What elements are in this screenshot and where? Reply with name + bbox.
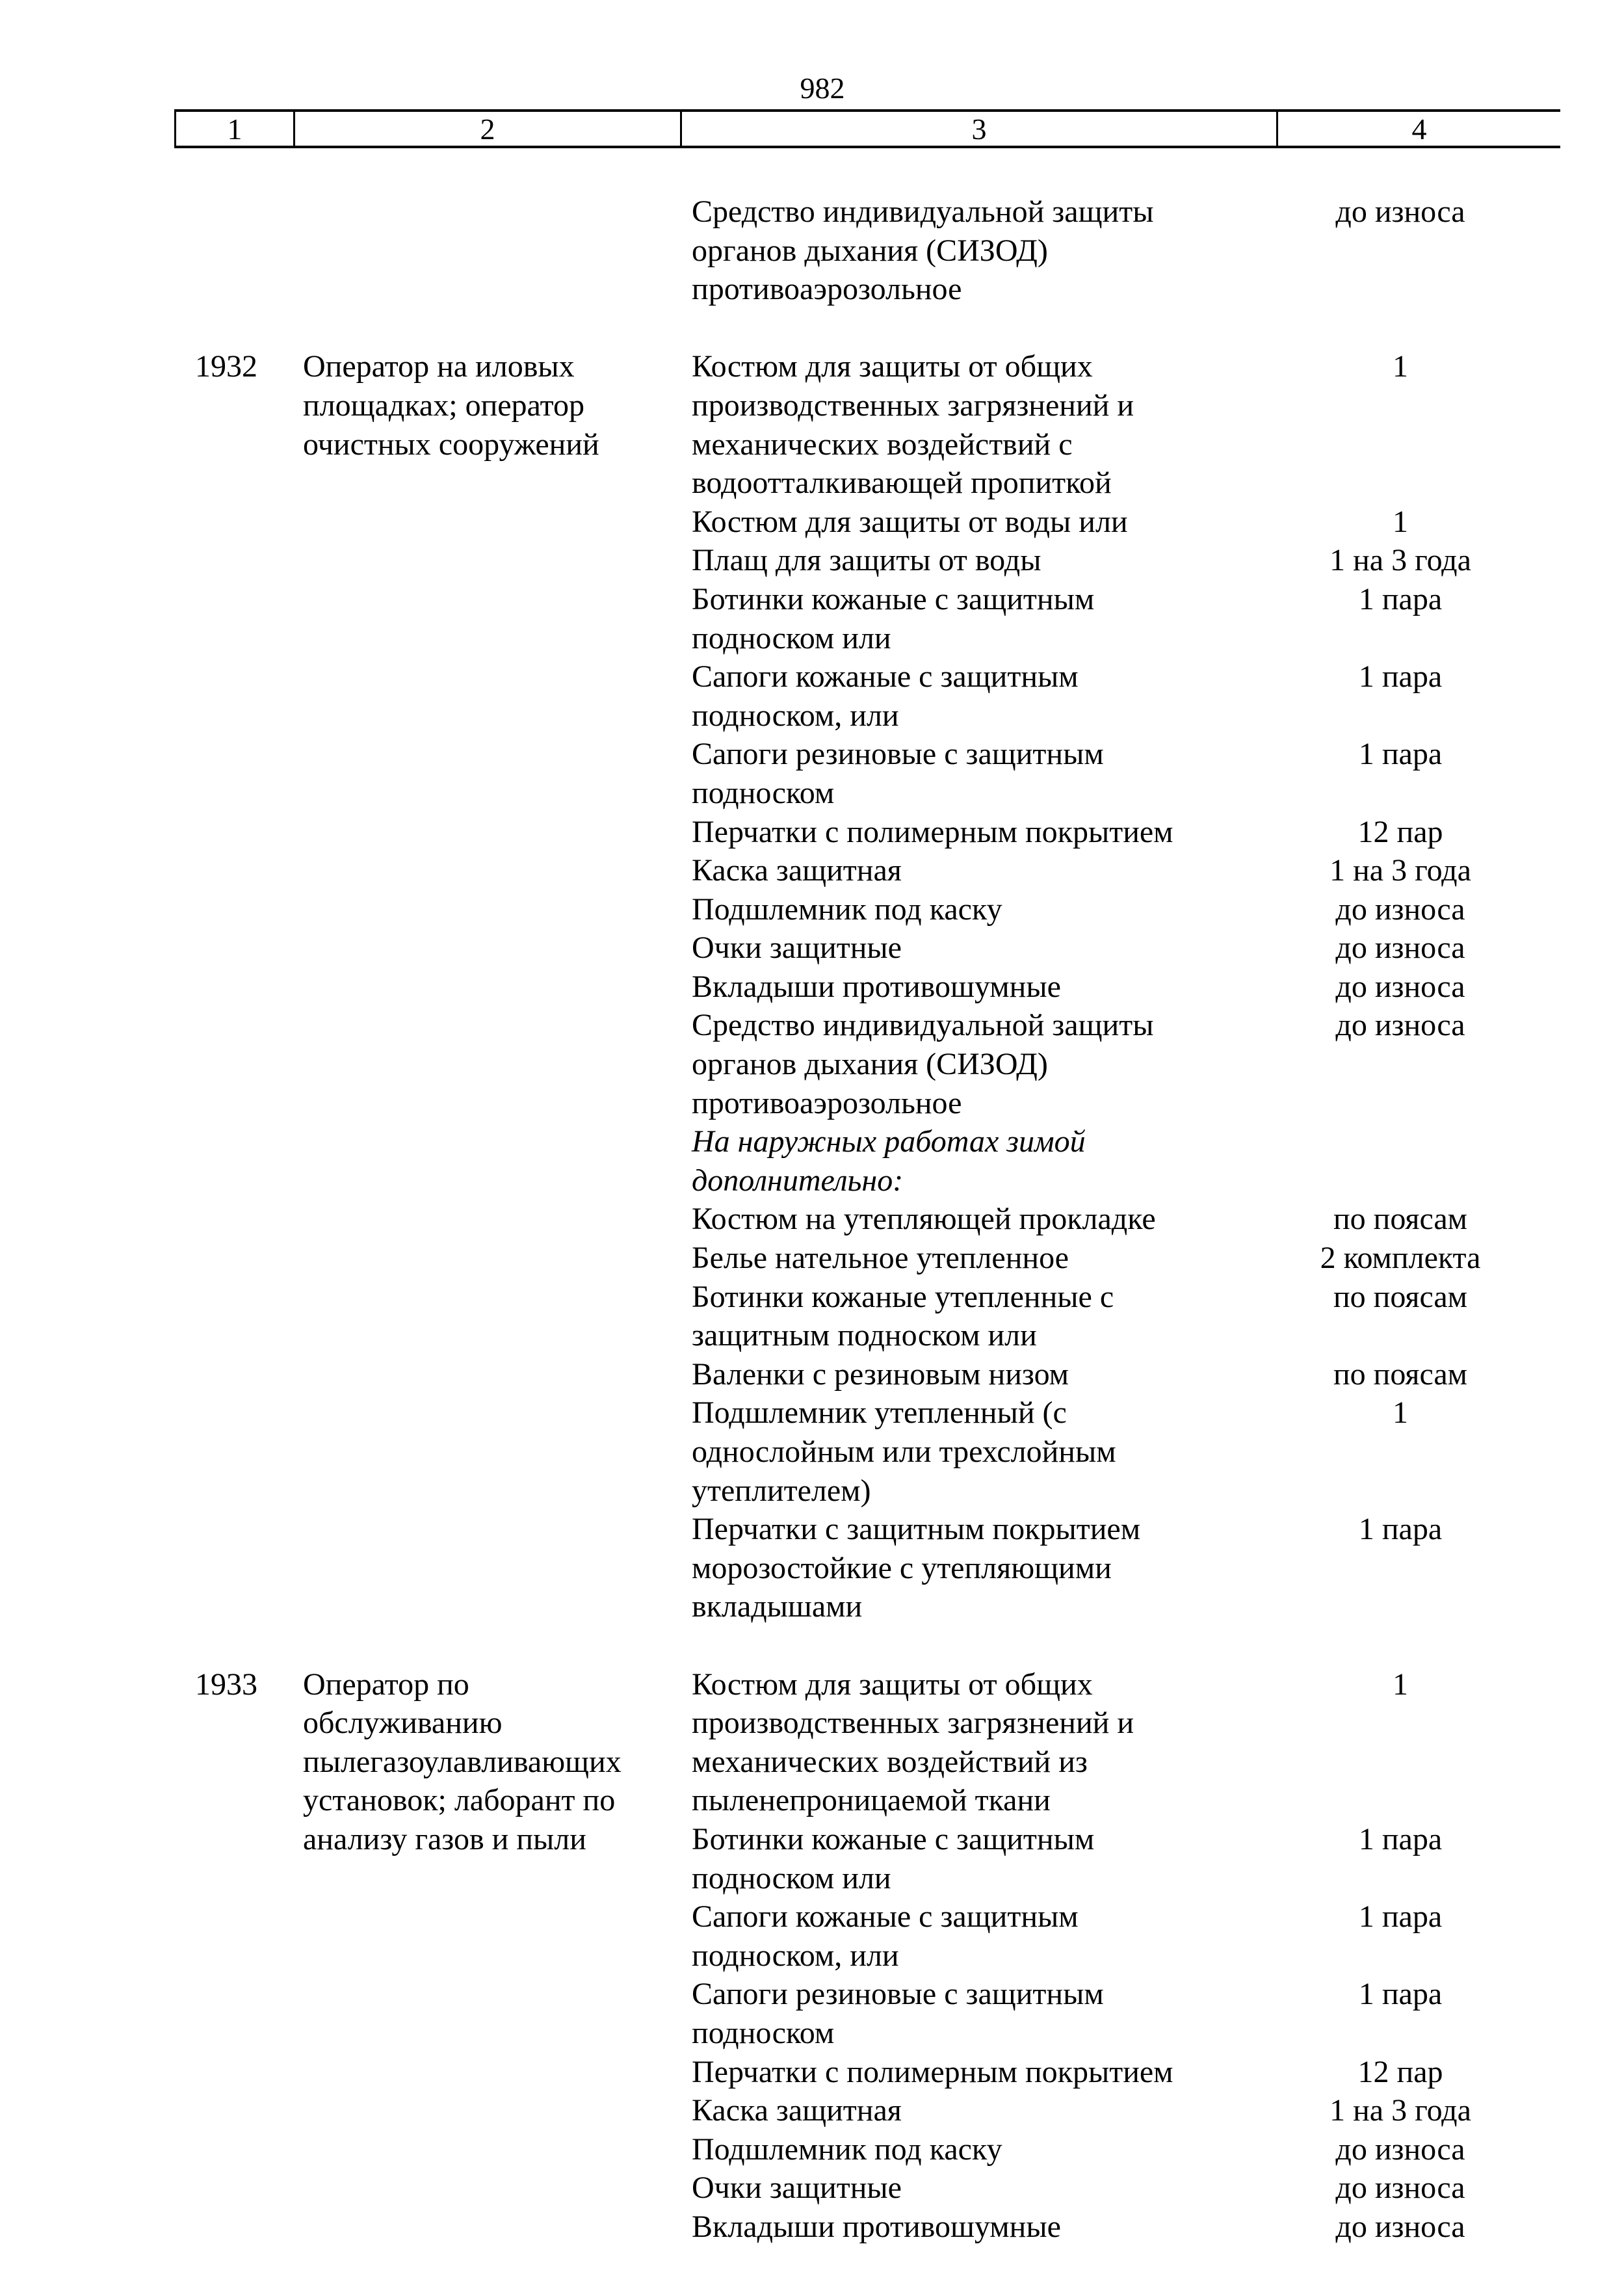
ppe-item-norm: 1 на 3 года: [1329, 853, 1471, 888]
ppe-item: [0, 1975, 1624, 2052]
occupation-name: Оператор по обслуживанию пылегазоулавливающих установок; лаборант по анализу газов и пыли: [303, 1667, 622, 1856]
ppe-item: [0, 657, 1624, 735]
ppe-item-name: Подшлемник под каску: [692, 891, 1002, 927]
ppe-item: [0, 851, 1624, 890]
ppe-item-norm: 1: [1393, 504, 1408, 539]
ppe-item-name: Плащ для защиты от воды: [692, 543, 1041, 578]
ppe-item-norm: до износа: [1335, 2209, 1465, 2244]
ppe-item-norm: 1: [1393, 349, 1408, 384]
ppe-item-name: Костюм на утепляющей прокладке: [692, 1202, 1156, 1237]
ppe-item-name: Подшлемник под каску: [692, 2131, 1002, 2167]
ppe-item-norm: 1 пара: [1358, 1512, 1443, 1547]
ppe-item: [0, 813, 1624, 852]
ppe-item: [0, 1200, 1624, 1239]
ppe-item-name: Очки защитные: [692, 2171, 902, 2206]
ppe-item: [0, 1278, 1624, 1355]
ppe-item: [0, 1122, 1624, 1200]
ppe-item: [0, 2130, 1624, 2169]
ppe-item: [0, 1897, 1624, 1975]
ppe-item-name: Каска защитная: [692, 2093, 902, 2128]
ppe-item-name: Белье нательное утепленное: [692, 1241, 1069, 1276]
ppe-item: [0, 1239, 1624, 1278]
ppe-item-name: Средство индивидуальной защиты органов дыхания (СИЗОД) противоаэрозольное: [692, 194, 1154, 307]
occupation-name: Оператор на иловых площадках; оператор очистных сооружений: [303, 349, 599, 462]
ppe-item: [0, 580, 1624, 657]
ppe-item: [0, 1510, 1624, 1626]
ppe-item-name: Сапоги кожаные с защитным подноском, или: [692, 659, 1079, 733]
ppe-item-norm: 2 комплекта: [1320, 1241, 1481, 1276]
ppe-item-norm: 1 пара: [1358, 1977, 1443, 2012]
ppe-item-norm: по поясам: [1333, 1279, 1468, 1314]
ppe-item-norm: 1 пара: [1358, 581, 1443, 616]
section-note: На наружных работах зимой дополнительно:: [692, 1124, 1086, 1198]
table-header: [174, 109, 1560, 148]
ppe-item-norm: 1 на 3 года: [1329, 2093, 1471, 2128]
ppe-item-name: Сапоги резиновые с защитным подноском: [692, 737, 1104, 810]
page-number: 982: [800, 72, 845, 105]
ppe-item: [0, 968, 1624, 1007]
ppe-item: [0, 2169, 1624, 2208]
ppe-item: [0, 1393, 1624, 1510]
ppe-item-norm: 1: [1393, 1395, 1408, 1431]
ppe-item-name: Сапоги кожаные с защитным подноском, или: [692, 1899, 1079, 1973]
table-row-group: [0, 1665, 1624, 2247]
ppe-item-name: Подшлемник утепленный (с однослойным или трехслойным утеплителем): [692, 1395, 1116, 1508]
ppe-item-norm: до износа: [1335, 969, 1465, 1004]
ppe-item-norm: 1 пара: [1358, 737, 1443, 772]
ppe-item-norm: до износа: [1335, 194, 1465, 229]
ppe-item-name: Очки защитные: [692, 930, 902, 966]
header-col-2: 2: [295, 112, 682, 146]
ppe-item-norm: 1 на 3 года: [1329, 543, 1471, 578]
ppe-item-name: Каска защитная: [692, 853, 902, 888]
ppe-item: [0, 890, 1624, 929]
table-row-group: [0, 192, 1624, 309]
ppe-item-norm: 1: [1393, 1667, 1408, 1702]
ppe-item-norm: до износа: [1335, 930, 1465, 966]
table-row-group: [0, 347, 1624, 1626]
ppe-item: [0, 2208, 1624, 2247]
ppe-item-name: Сапоги резиновые с защитным подноском: [692, 1977, 1104, 2050]
ppe-item: [0, 192, 1624, 309]
row-number: 1933: [195, 1667, 257, 1702]
header-col-3: 3: [682, 112, 1278, 146]
ppe-item: [0, 735, 1624, 812]
ppe-item-name: Перчатки с полимерным покрытием: [692, 2054, 1173, 2089]
ppe-item-norm: [1264, 1122, 1537, 1200]
ppe-item: [0, 1006, 1624, 1122]
ppe-item-name: Ботинки кожаные с защитным подноском или: [692, 581, 1095, 655]
ppe-item-norm: 12 пар: [1357, 2054, 1443, 2089]
ppe-item-norm: 12 пар: [1357, 814, 1443, 849]
ppe-item-norm: до износа: [1335, 891, 1465, 927]
ppe-item-norm: по поясам: [1333, 1356, 1468, 1392]
ppe-item-norm: до износа: [1335, 1008, 1465, 1043]
ppe-item: [0, 929, 1624, 968]
ppe-item-name: Ботинки кожаные утепленные с защитным подноском или: [692, 1279, 1114, 1353]
ppe-item-norm: 1 пара: [1358, 1821, 1443, 1856]
ppe-item-norm: 1 пара: [1358, 659, 1443, 694]
header-col-4: 4: [1411, 112, 1427, 146]
row-number: 1932: [195, 349, 257, 384]
ppe-item-norm: 1 пара: [1358, 1899, 1443, 1934]
ppe-item-name: Вкладыши противошумные: [692, 969, 1061, 1004]
ppe-item-norm: по поясам: [1333, 1202, 1468, 1237]
ppe-item-name: Перчатки с полимерным покрытием: [692, 814, 1173, 849]
ppe-item-name: Средство индивидуальной защиты органов дыхания (СИЗОД) противоаэрозольное: [692, 1008, 1154, 1120]
ppe-item: [0, 1820, 1624, 1897]
ppe-item-norm: до износа: [1335, 2171, 1465, 2206]
table-body: [0, 192, 1624, 2285]
ppe-item: [0, 2091, 1624, 2130]
ppe-item-name: Валенки с резиновым низом: [692, 1356, 1069, 1392]
ppe-item-name: Вкладыши противошумные: [692, 2209, 1061, 2244]
ppe-item-name: Перчатки с защитным покрытием морозостойкие с утепляющими вкладышами: [692, 1512, 1141, 1624]
ppe-item-name: Костюм для защиты от воды или: [692, 504, 1128, 539]
ppe-item-name: Костюм для защиты от общих производственных загрязнений и механических воздействий из пыленепроницаемой ткани: [692, 1667, 1134, 1818]
ppe-item: [0, 1355, 1624, 1394]
header-col-1: 1: [174, 112, 295, 146]
ppe-item: [0, 2053, 1624, 2092]
ppe-item: [0, 503, 1624, 542]
ppe-item: [0, 541, 1624, 580]
ppe-item-name: Костюм для защиты от общих производственных загрязнений и механических воздействий с водоотталкивающей пропиткой: [692, 349, 1134, 501]
ppe-item-norm: до износа: [1335, 2131, 1465, 2167]
ppe-item-name: Ботинки кожаные с защитным подноском или: [692, 1821, 1095, 1895]
